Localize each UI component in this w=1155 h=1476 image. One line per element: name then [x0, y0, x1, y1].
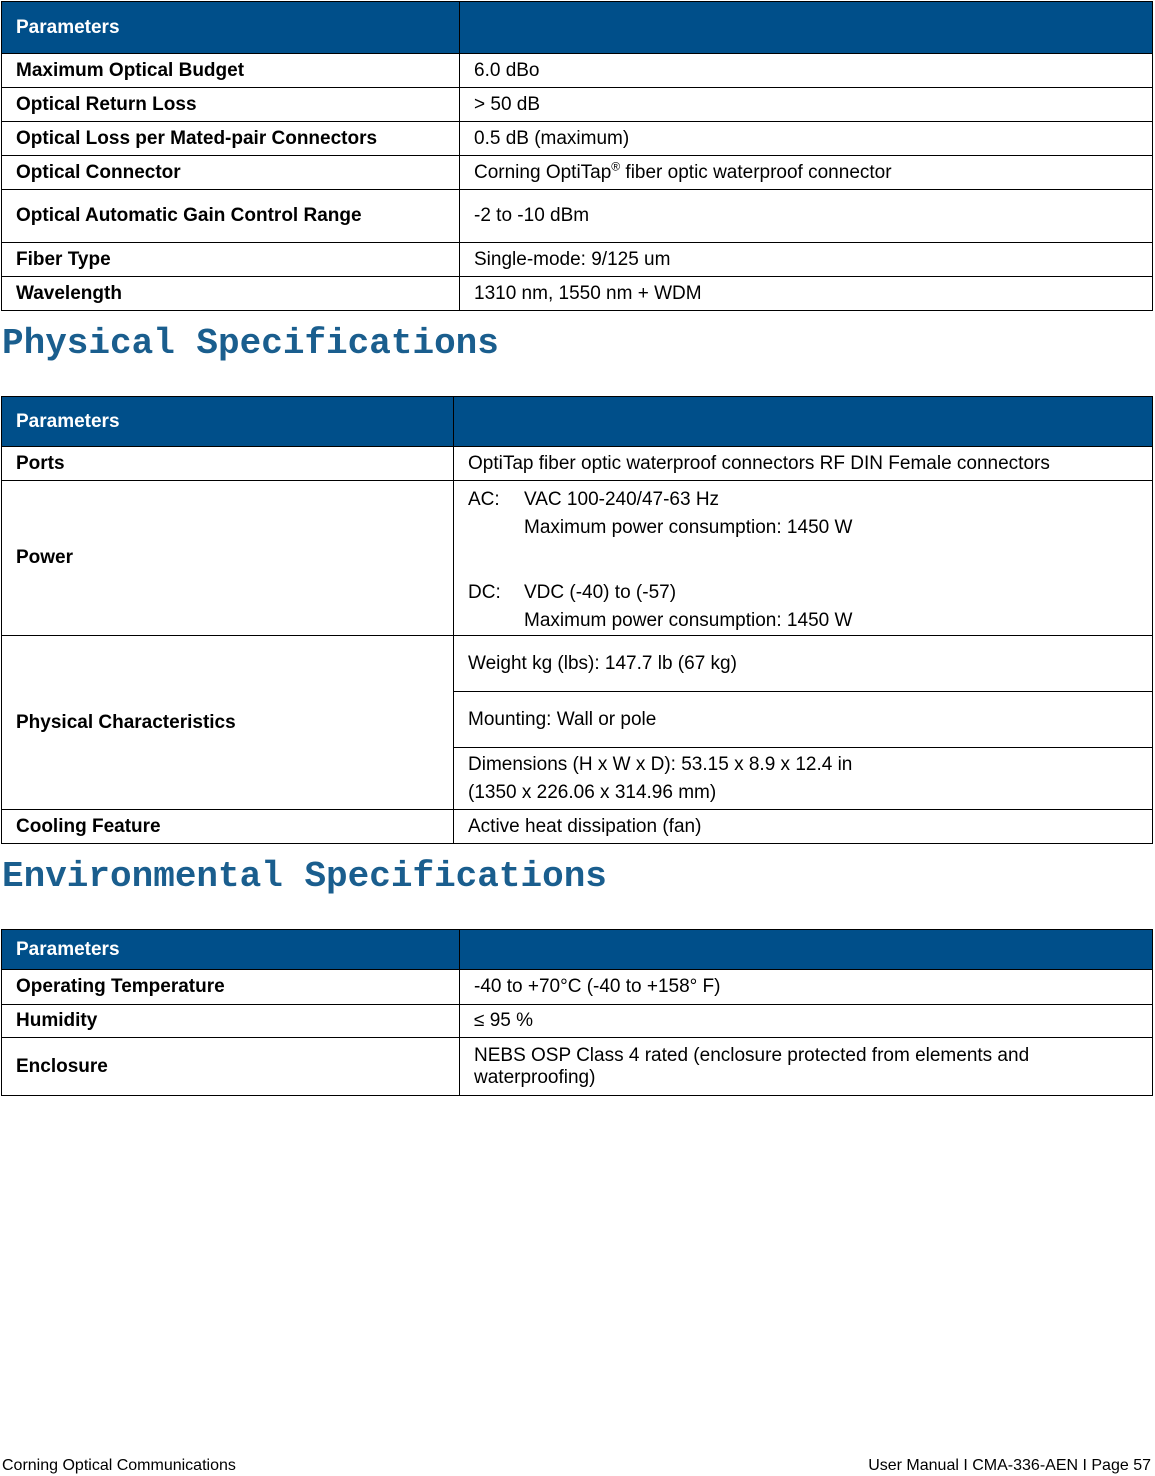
header-parameters: Parameters [2, 930, 460, 970]
optical-spec-table [1, 1, 1153, 311]
value-max-optical-budget: 6.0 dBo [460, 54, 1153, 88]
table-row [2, 970, 1153, 1005]
header-value [460, 930, 1153, 970]
power-ac-line2: Maximum power consumption: 1450 W [524, 517, 853, 538]
table-row [2, 88, 1153, 122]
value-enclosure: NEBS OSP Class 4 rated (enclosure protected from elements and waterproofing) [460, 1038, 1153, 1096]
connector-desc: fiber optic waterproof connector [620, 161, 892, 183]
physical-spec-table [1, 396, 1153, 844]
table-row [2, 156, 1153, 190]
power-dc-row [468, 579, 1152, 607]
table-row [2, 190, 1153, 243]
footer-page-info: User Manual I CMA-336-AEN I Page 57 [868, 1457, 1151, 1474]
param-power: Power [2, 481, 454, 636]
header-parameters: Parameters [2, 2, 460, 54]
power-dc-line1: VDC (-40) to (-57) [524, 582, 677, 603]
value-cooling: Active heat dissipation (fan) [454, 810, 1153, 844]
footer-company: Corning Optical Communications [2, 1457, 236, 1474]
physical-section-title: Physical Specifications [2, 323, 499, 364]
param-optical-return-loss: Optical Return Loss [2, 88, 460, 122]
param-wavelength: Wavelength [2, 277, 460, 311]
table-header-row [2, 930, 1153, 970]
environmental-section-title: Environmental Specifications [2, 856, 607, 897]
table-row [2, 54, 1153, 88]
value-loss-per-connector: 0.5 dB (maximum) [460, 122, 1153, 156]
table-row [2, 243, 1153, 277]
table-row [2, 277, 1153, 311]
value-fiber-type: Single-mode: 9/125 um [460, 243, 1153, 277]
param-fiber-type: Fiber Type [2, 243, 460, 277]
value-ports: OptiTap fiber optic waterproof connectors RF DIN Female connectors [454, 447, 1153, 481]
table-row [2, 636, 1153, 692]
power-ac-label: AC: [468, 489, 500, 510]
table-row [2, 122, 1153, 156]
value-wavelength: 1310 nm, 1550 nm + WDM [460, 277, 1153, 311]
table-row [2, 481, 1153, 636]
param-loss-per-connector: Optical Loss per Mated-pair Connectors [2, 122, 460, 156]
param-cooling: Cooling Feature [2, 810, 454, 844]
value-power [454, 481, 1153, 636]
table-row [2, 447, 1153, 481]
dimensions-line2: (1350 x 226.06 x 314.96 mm) [468, 781, 717, 803]
power-ac-row [468, 486, 1152, 514]
param-operating-temperature: Operating Temperature [2, 970, 460, 1005]
param-physical-characteristics: Physical Characteristics [2, 636, 454, 810]
param-humidity: Humidity [2, 1005, 460, 1038]
power-dc-line2: Maximum power consumption: 1450 W [524, 610, 853, 631]
value-optical-connector [460, 156, 1153, 190]
table-row [2, 1038, 1153, 1096]
value-agc-range: -2 to -10 dBm [460, 190, 1153, 243]
value-operating-temperature: -40 to +70°C (-40 to +158° F) [460, 970, 1153, 1005]
connector-name: Corning OptiTap [474, 161, 612, 183]
table-header-row [2, 397, 1153, 447]
value-mounting: Mounting: Wall or pole [454, 692, 1153, 748]
value-optical-return-loss: > 50 dB [460, 88, 1153, 122]
value-humidity: ≤ 95 % [460, 1005, 1153, 1038]
param-agc-range: Optical Automatic Gain Control Range [2, 190, 460, 243]
param-enclosure: Enclosure [2, 1038, 460, 1096]
param-ports: Ports [2, 447, 454, 481]
table-header-row [2, 2, 1153, 54]
dimensions-line1: Dimensions (H x W x D): 53.15 x 8.9 x 12.4 in [468, 753, 853, 775]
header-value [460, 2, 1153, 54]
param-optical-connector: Optical Connector [2, 156, 460, 190]
table-row [2, 810, 1153, 844]
table-row [2, 1005, 1153, 1038]
value-dimensions [454, 748, 1153, 810]
environmental-spec-table [1, 929, 1153, 1096]
value-weight: Weight kg (lbs): 147.7 lb (67 kg) [454, 636, 1153, 692]
power-ac-line1: VAC 100-240/47-63 Hz [524, 489, 720, 510]
header-value [454, 397, 1153, 447]
power-dc-label: DC: [468, 582, 501, 603]
param-max-optical-budget: Maximum Optical Budget [2, 54, 460, 88]
header-parameters: Parameters [2, 397, 454, 447]
registered-mark: ® [611, 159, 621, 174]
